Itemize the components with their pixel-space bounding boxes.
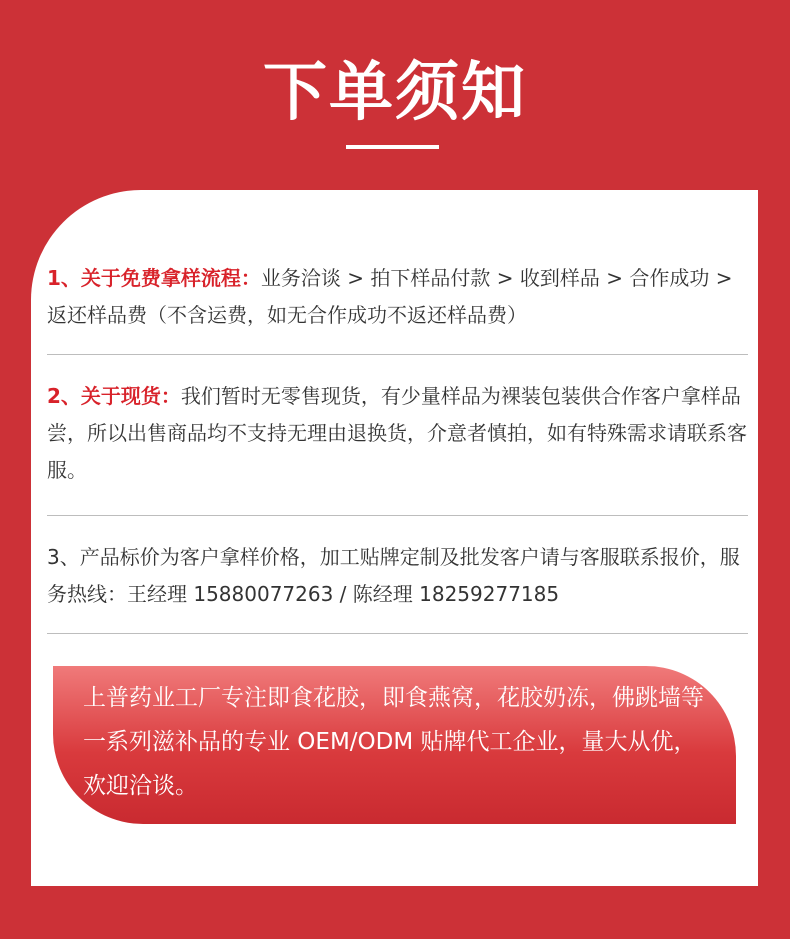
notice-card [31, 190, 758, 886]
divider [47, 633, 748, 634]
notice-item-stock [47, 378, 748, 489]
notice-item-text: 3、产品标价为客户拿样价格，加工贴牌定制及批发客户请与客服联系报价，服务热线：王经理 15880077263 / 陈经理 18259277185 [47, 545, 740, 606]
notice-item-text: 我们暂时无零售现货，有少量样品为裸装包装供合作客户拿样品尝，所以出售商品均不支持无理由退换货，介意者慎拍，如有特殊需求请联系客服。 [47, 384, 747, 482]
divider [47, 354, 748, 355]
company-banner-text: 上普药业工厂专注即食花胶，即食燕窝，花胶奶冻，佛跳墙等一系列滋补品的专业 OEM/ODM 贴牌代工企业，量大从优，欢迎洽谈。 [83, 685, 704, 799]
notice-item-heading: 2、关于现货： [47, 384, 181, 408]
notice-item-sample-process [47, 260, 748, 334]
notice-item-text: 业务洽谈 > 拍下样品付款 > 收到样品 > 合作成功 > 返还样品费（不含运费，如无合作成功不返还样品费） [47, 266, 733, 327]
divider [47, 515, 748, 516]
company-banner [53, 666, 736, 824]
page-title: 下单须知 [263, 56, 527, 130]
notice-item-pricing [47, 539, 748, 613]
notice-item-heading: 1、关于免费拿样流程： [47, 266, 261, 290]
title-underline [346, 145, 439, 149]
